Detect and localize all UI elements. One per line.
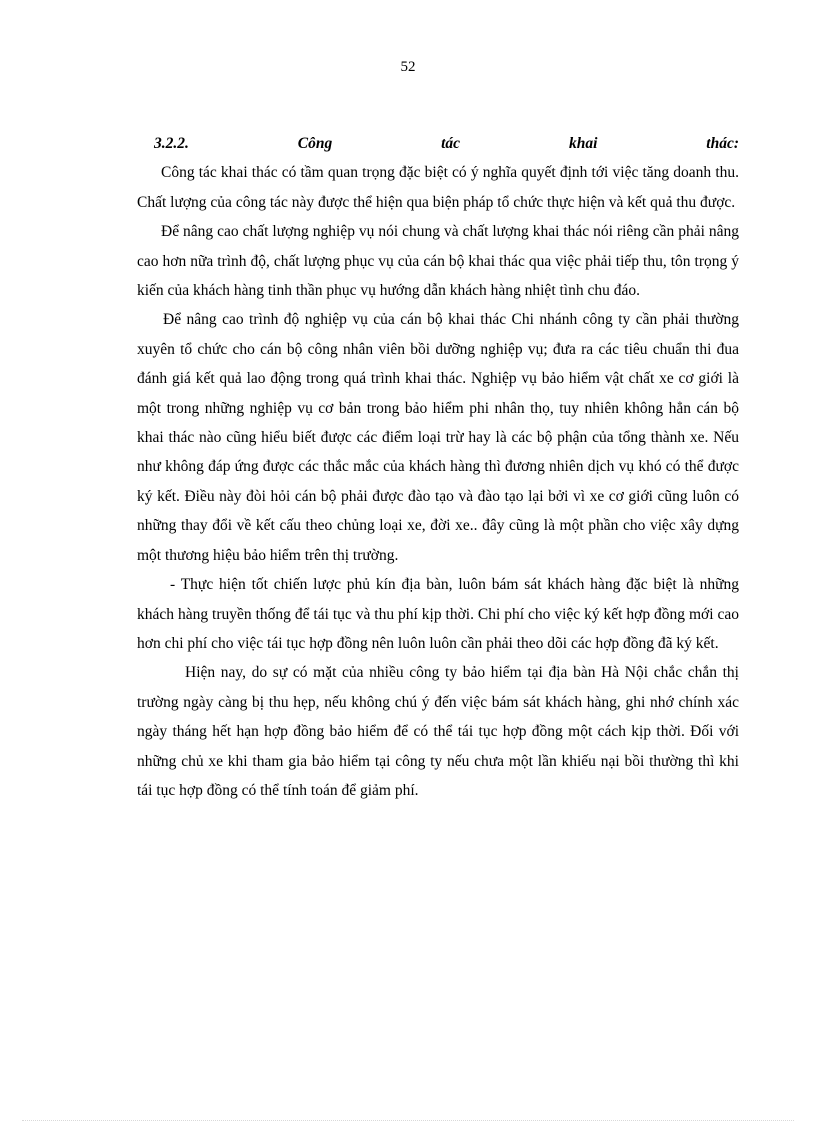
paragraph: Để nâng cao chất lượng nghiệp vụ nói chung và chất lượng khai thác nói riêng cần phải nâng cao hơn nữa trình độ, chất lượng phục vụ của cán bộ khai thác qua việc phải tiếp thu, tôn trọng ý kiến của khách hàng tinh thần phục vụ hướng dẫn khách hàng nhiệt tình chu đáo.	[137, 223, 739, 300]
section-heading-word: khai	[568, 135, 598, 152]
section-heading	[137, 129, 739, 158]
page-bottom-divider	[22, 1120, 794, 1121]
page-number: 52	[400, 59, 416, 75]
section-heading-word: Công	[297, 135, 333, 152]
section-heading-word: tác	[441, 135, 461, 152]
paragraph: - Thực hiện tốt chiến lược phủ kín địa bàn, luôn bám sát khách hàng đặc biệt là những khách hàng truyền thống để tái tục và thu phí kịp thời. Chi phí cho việc ký kết hợp đồng mới cao hơn chi phí cho việc tái tục hợp đồng nên luôn luôn cần phải theo dõi các hợp đồng đã ký kết.	[137, 576, 739, 652]
section-heading-word: thác:	[706, 135, 739, 152]
paragraph: Hiện nay, do sự có mặt của nhiều công ty bảo hiểm tại địa bàn Hà Nội chắc chắn thị trường ngày càng bị thu hẹp, nếu không chú ý đến việc bám sát khách hàng, ghi nhớ chính xác ngày tháng hết hạn hợp đồng bảo hiểm để có thể tái tục hợp đồng một cách kịp thời. Đối với những chủ xe khi tham gia bảo hiểm tại công ty nếu chưa một lần khiếu nại bồi thường thì khi tái tục hợp đồng có thể tính toán để giảm phí.	[137, 664, 739, 799]
section-number: 3.2.2.	[154, 135, 189, 152]
document-body	[137, 129, 739, 805]
paragraph: Công tác khai thác có tầm quan trọng đặc biệt có ý nghĩa quyết định tới việc tăng doanh thu. Chất lượng của công tác này được thể hiện qua biện pháp tổ chức thực hiện và kết quả thu được.	[137, 164, 739, 211]
paragraph: Để nâng cao trình độ nghiệp vụ của cán bộ khai thác Chi nhánh công ty cần phải thường xuyên tổ chức cho cán bộ công nhân viên bồi dưỡng nghiệp vụ; đưa ra các tiêu chuẩn thi đua đánh giá kết quả lao động trong quá trình khai thác. Nghiệp vụ bảo hiểm vật chất xe cơ giới là một trong những nghiệp vụ cơ bản trong bảo hiểm phi nhân thọ, tuy nhiên không hẳn cán bộ khai thác nào cũng hiểu biết được các điểm loại trừ hay là các bộ phận của tổng thành xe. Nếu như không đáp ứng được các thắc mắc của khách hàng thì đương nhiên dịch vụ khó có thể được ký kết. Điều này đòi hỏi cán bộ phải được đào tạo và đào tạo lại bởi vì xe cơ giới cũng luôn có những thay đổi về kết cấu theo chủng loại xe, đời xe.. đây cũng là một phần cho việc xây dựng một thương hiệu bảo hiểm trên thị trường.	[137, 311, 739, 564]
